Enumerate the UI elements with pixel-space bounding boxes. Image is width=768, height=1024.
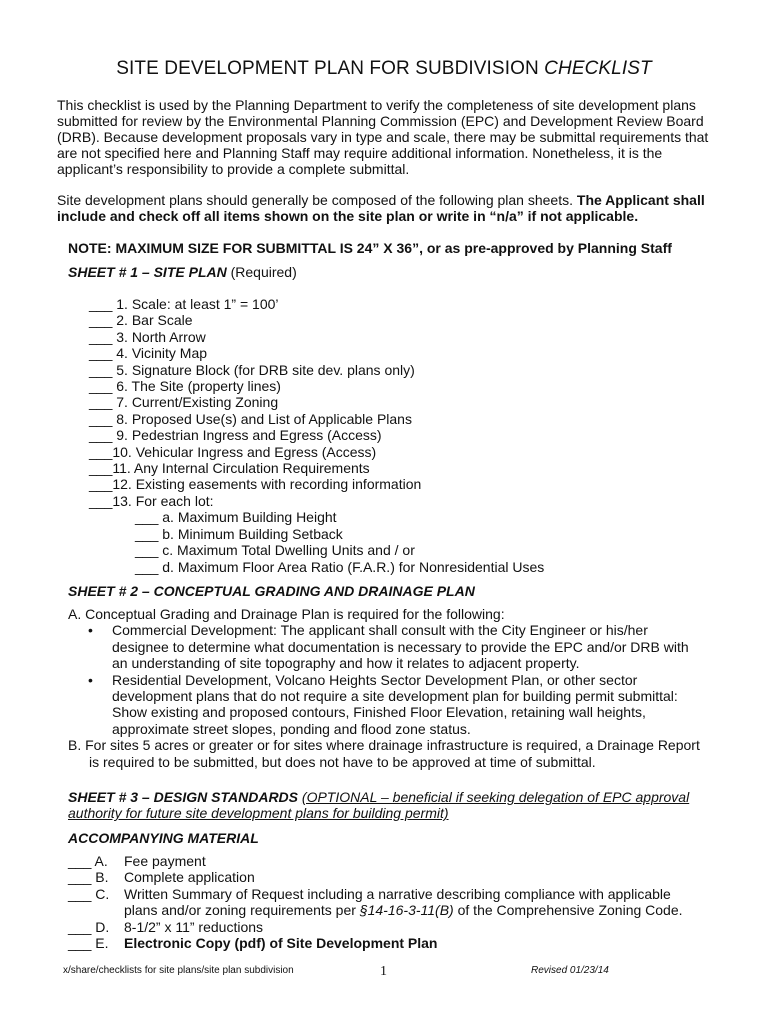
title-italic: CHECKLIST: [544, 58, 652, 79]
material-item: [68, 935, 683, 951]
bullet-icon: •: [88, 622, 93, 639]
bullet-icon: •: [88, 671, 93, 688]
material-item: [68, 853, 683, 869]
checklist-item: ___ 3. North Arrow: [89, 328, 206, 345]
material-cont-plain: plans and/or zoning requirements per: [124, 902, 360, 919]
checklist-item: ___ 4. Vicinity Map: [89, 345, 208, 362]
bullet-line: approximate street slopes, ponding and flood zone status.: [112, 720, 471, 737]
accompanying-list: [68, 853, 683, 951]
size-note: NOTE: MAXIMUM SIZE FOR SUBMITTAL IS 24” X 36”, or as pre-approved by Planning Staff: [68, 240, 672, 256]
sheet2-body: [68, 606, 718, 770]
sheet3-title: SHEET # 3 – DESIGN STANDARDS: [68, 789, 299, 805]
material-cont-plain: of the Comprehensive Zoning Code.: [453, 902, 683, 919]
sheet3-optional: (OPTIONAL – beneficial if seeking delegation of EPC approval: [301, 789, 690, 805]
material-text-bold: Electronic Copy (pdf) of Site Development Plan: [124, 935, 438, 952]
sheet1-heading: [68, 264, 297, 280]
checklist-subitem: ___ c. Maximum Total Dwelling Units and / or: [135, 542, 415, 559]
bullet-line: Show existing and proposed contours, Finished Floor Elevation, retaining wall heights,: [112, 704, 646, 721]
intro-line: applicant’s responsibility to provide a complete submittal.: [57, 161, 410, 177]
bullet-commercial: [68, 622, 712, 671]
sheet2-heading: SHEET # 2 – CONCEPTUAL GRADING AND DRAINAGE PLAN: [68, 583, 475, 599]
material-text: Complete application: [124, 869, 255, 886]
footer-revised: Revised 01/23/14: [531, 965, 609, 976]
material-item: [68, 886, 683, 902]
sheet2-b-line: B. For sites 5 acres or greater or for sites where drainage infrastructure is required, a Drainage Report: [68, 737, 700, 754]
checklist-subitem: ___ b. Minimum Building Setback: [135, 525, 343, 542]
checklist-item: ___ 9. Pedestrian Ingress and Egress (Access): [89, 427, 382, 444]
checklist-item: ___11. Any Internal Circulation Requirements: [89, 460, 370, 477]
sheet3-optional-cont: [68, 805, 449, 821]
material-text-cont: [68, 902, 683, 918]
sheet2-a-intro: A. Conceptual Grading and Drainage Plan is required for the following:: [68, 606, 505, 622]
code-reference: §14-16-3-11(B): [359, 902, 454, 919]
intro-line: (DRB). Because development proposals vary in type and scale, there may be submittal requirements that: [57, 129, 709, 145]
bullet-line: Commercial Development: The applicant shall consult with the City Engineer or his/her: [112, 622, 648, 639]
material-label: ___ E.: [68, 935, 109, 952]
bullet-line: Residential Development, Volcano Heights Sector Development Plan, or other sector: [112, 671, 638, 688]
title-main: SITE DEVELOPMENT PLAN FOR SUBDIVISION: [116, 58, 545, 79]
intro-line: This checklist is used by the Planning Department to verify the completeness of site development plans: [57, 97, 696, 113]
accompanying-heading: ACCOMPANYING MATERIAL: [68, 830, 259, 846]
compose-bold-line: include and check off all items shown on the site plan or write in “n/a” if not applicable.: [57, 208, 639, 224]
intro-paragraph: [57, 97, 717, 177]
bullet-line: an understanding of site topography and how it relates to adjacent property.: [112, 655, 580, 672]
material-item: [68, 869, 683, 885]
material-text: Written Summary of Request including a narrative describing compliance with applicable: [124, 885, 671, 902]
intro-line: are not specified here and Planning Staff may require additional information. Nonetheless, it is the: [57, 145, 663, 161]
material-text: 8-1/2” x 11” reductions: [124, 918, 264, 935]
material-label: ___ A.: [68, 853, 108, 869]
bullet-residential: [68, 672, 712, 738]
material-label: ___ B.: [68, 869, 109, 886]
checklist-item: ___ 6. The Site (property lines): [89, 378, 281, 395]
checklist-item: ___10. Vehicular Ingress and Egress (Access): [89, 443, 377, 460]
sheet3-optional-line2: authority for future site development plans for building permit): [68, 805, 449, 821]
sheet1-required: (Required): [226, 264, 297, 280]
checklist-item: ___ 8. Proposed Use(s) and List of Applicable Plans: [89, 410, 412, 427]
material-label: ___ C.: [68, 885, 110, 902]
footer-path: x/share/checklists for site plans/site plan subdivision: [63, 965, 294, 976]
sheet1-checklist: [89, 296, 544, 575]
checklist-subitem: ___ d. Maximum Floor Area Ratio (F.A.R.) for Nonresidential Uses: [135, 558, 545, 575]
intro-line: submitted for review by the Environmental Planning Commission (EPC) and Development Review Board: [57, 113, 704, 129]
material-item: [68, 919, 683, 935]
bullet-line: development plans that do not require a site development plan for building permit submittal:: [112, 688, 678, 705]
material-label: ___ D.: [68, 918, 110, 935]
checklist-item: ___ 2. Bar Scale: [89, 312, 193, 329]
compose-paragraph: [57, 192, 717, 224]
bullet-line: designee to determine what documentation is necessary to provide the EPC and/or DRB with: [112, 638, 689, 655]
compose-plain: Site development plans should generally be composed of the following plan sheets.: [57, 192, 577, 208]
material-text: Fee payment: [124, 853, 206, 869]
checklist-item: ___13. For each lot:: [89, 492, 214, 509]
sheet1-title: SHEET # 1 – SITE PLAN: [68, 264, 227, 280]
checklist-subitem: ___ a. Maximum Building Height: [135, 509, 337, 526]
document-title: [0, 58, 768, 80]
sheet3-heading: [68, 789, 689, 805]
checklist-item: ___ 7. Current/Existing Zoning: [89, 394, 279, 411]
checklist-item: ___ 1. Scale: at least 1” = 100’: [89, 296, 279, 312]
page-number: 1: [380, 964, 387, 979]
compose-bold: The Applicant shall: [576, 192, 705, 208]
checklist-item: ___ 5. Signature Block (for DRB site dev. plans only): [89, 361, 415, 378]
checklist-item: ___12. Existing easements with recording information: [89, 476, 422, 493]
sheet2-b-line: is required to be submitted, but does not have to be approved at time of submittal.: [89, 753, 596, 770]
